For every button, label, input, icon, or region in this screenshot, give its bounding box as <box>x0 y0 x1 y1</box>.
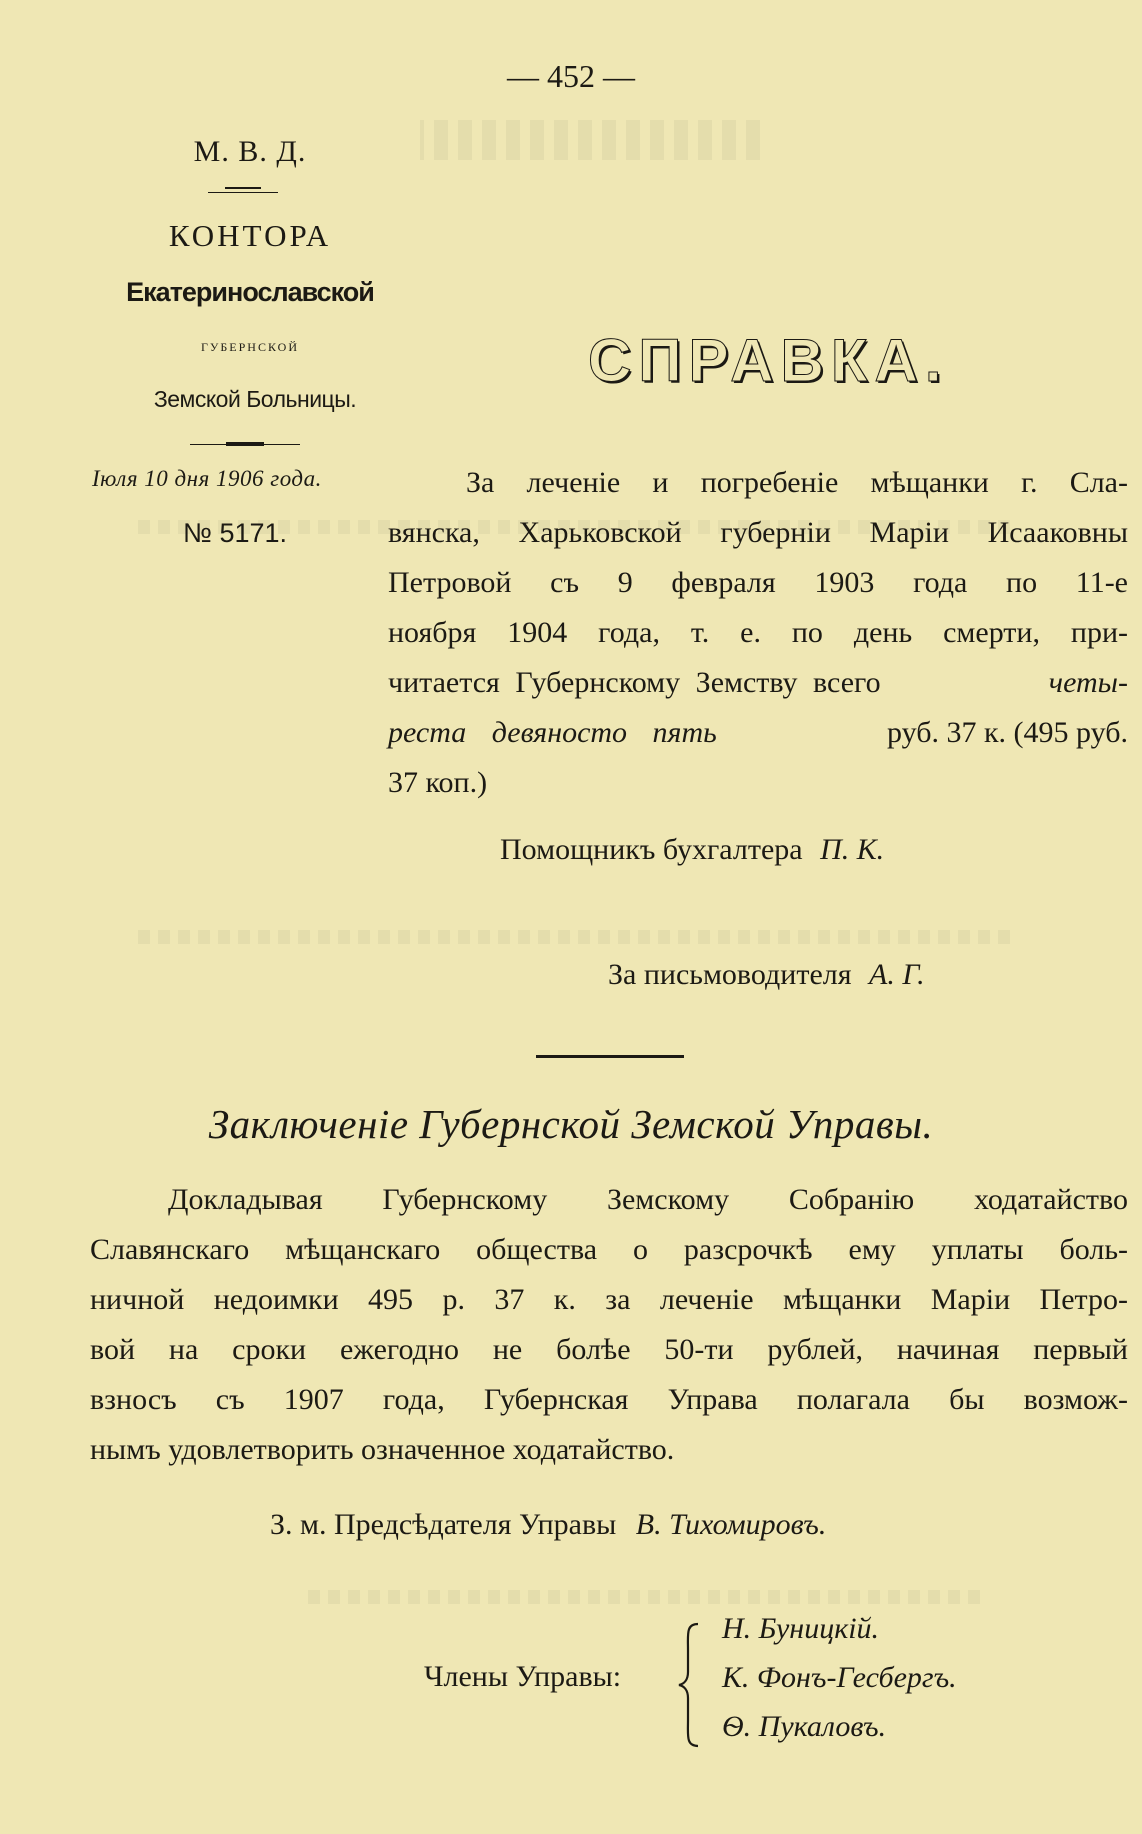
member-name-1: Н. Буницкій. <box>722 1612 880 1645</box>
assistant-label: Помощникъ бухгалтера <box>500 833 803 866</box>
letterhead-number: № 5171. <box>183 518 288 548</box>
conclusion-line-5: взносъ съ 1907 года, Губернская Управа полагала бы возмож- <box>90 1383 1128 1416</box>
assistant-name: П. К. <box>820 833 885 866</box>
conclusion-line-4: вой на сроки ежегодно не болѣе 50-ти рублей, начиная первый <box>90 1333 1128 1366</box>
conclusion-heading: Заключеніе Губернской Земской Управы. <box>208 1101 934 1147</box>
certificate-line-5-italic: четы- <box>1048 666 1128 699</box>
certificate-line-1: За леченіе и погребеніе мѣщанки г. Сла- <box>466 466 1128 499</box>
certificate-line-7: 37 коп.) <box>388 766 488 799</box>
certificate-line-6-rest: руб. 37 к. (495 руб. <box>886 716 1128 749</box>
letterhead-office: КОНТОРА <box>168 218 332 253</box>
clerk-label: За письмоводителя <box>608 958 852 991</box>
letterhead-dash <box>225 187 261 189</box>
certificate-line-5 <box>388 658 1128 709</box>
letterhead-dash-thin <box>208 192 278 193</box>
certificate-line-5-plain: читается Губернскому Земству всего <box>388 666 881 699</box>
members-label: Члены Управы: <box>424 1660 622 1693</box>
letterhead-level: ГУБЕРНСКОЙ <box>200 340 300 354</box>
member-name-2: К. Фонъ-Гесбергъ. <box>722 1661 957 1694</box>
amount-in-words: реста девяносто пять <box>388 716 717 749</box>
certificate-line-6 <box>388 708 1128 759</box>
document-title: СПРАВКА. <box>588 327 949 394</box>
conclusion-line-2: Славянскаго мѣщанскаго общества о разсрочкѣ ему уплаты боль- <box>90 1233 1128 1266</box>
letterhead-rule-bold <box>226 442 264 446</box>
certificate-line-3: Петровой съ 9 февраля 1903 года по 11-е <box>388 566 1128 599</box>
assistant-signature <box>500 833 884 867</box>
conclusion-line-1: Докладывая Губернскому Земскому Собранію ходатайство <box>168 1183 1128 1216</box>
member-name-3: Ѳ. Пукаловъ. <box>722 1710 887 1743</box>
members-brace <box>676 1620 706 1750</box>
letterhead-ministry: М. В. Д. <box>193 135 307 168</box>
conclusion-line-3: ничной недоимки 495 р. 37 к. за леченіе мѣщанки Маріи Петро- <box>90 1283 1128 1316</box>
section-divider <box>536 1055 684 1058</box>
chairman-name: В. Тихомировъ. <box>635 1508 827 1541</box>
letterhead-city: Екатеринославской <box>126 277 374 307</box>
conclusion-last-line: нымъ удовлетворить означенное ходатайство. <box>90 1433 675 1466</box>
page-number: — 452 — <box>507 58 635 94</box>
chairman-signature <box>270 1508 826 1542</box>
clerk-signature <box>608 958 925 992</box>
letterhead-institution: Земской Больницы. <box>153 386 357 412</box>
certificate-line-2: вянска, Харьковской губерніи Маріи Исааковны <box>388 516 1128 549</box>
letterhead-date: Іюля 10 дня 1906 года. <box>92 466 322 491</box>
clerk-name: А. Г. <box>869 958 925 991</box>
chairman-label: З. м. Предсѣдателя Управы <box>270 1508 617 1541</box>
certificate-line-4: ноября 1904 года, т. е. по день смерти, при- <box>388 616 1128 649</box>
